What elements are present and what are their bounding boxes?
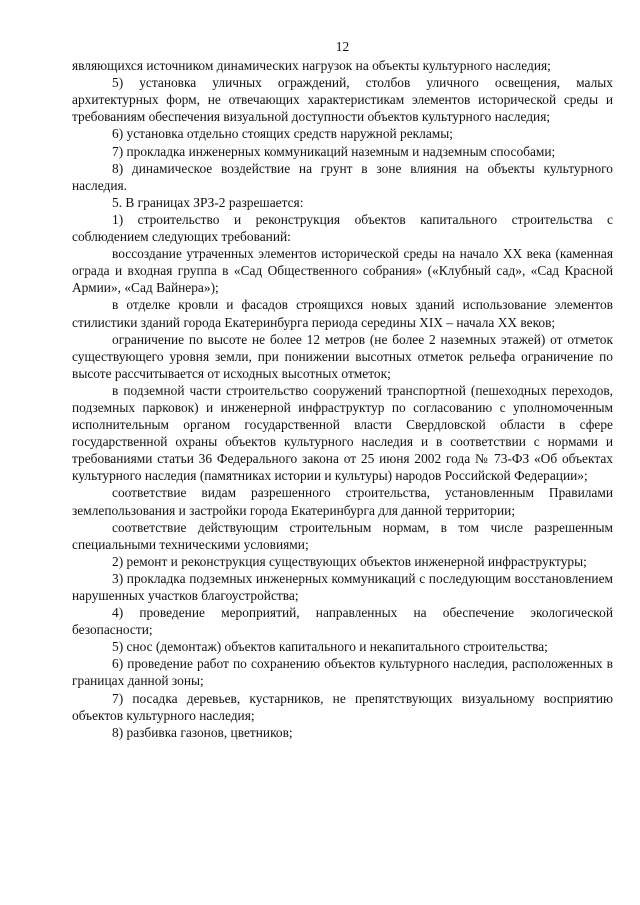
document-page (72, 38, 613, 741)
paragraph: 6) проведение работ по сохранению объектов культурного наследия, расположенных в границах данной зоны; (72, 656, 613, 689)
paragraph: 5) снос (демонтаж) объектов капитального и некапитального строительства; (112, 639, 548, 655)
paragraph: 1) строительство и реконструкция объектов капитального строительства с соблюдением следующих требований: (72, 211, 613, 245)
paragraph: воссоздание утраченных элементов исторической среды на начало XX века (каменная ограда и входная группа в «Сад Общественного собрания» («Клубный сад», «Сад Красной Армии», «Сад Вайнера»); (72, 246, 613, 296)
paragraph: соответствие видам разрешенного строительства, установленным Правилами землепользования и застройки города Екатеринбурга для данной территории; (72, 485, 613, 518)
paragraph: 8) динамическое воздействие на грунт в зоне влияния на объекты культурного наследия. (72, 160, 613, 193)
paragraph: в отделке кровли и фасадов строящихся новых зданий использование элементов стилистики зданий города Екатеринбурга периода середины XIX – начала XX веков; (72, 297, 613, 330)
paragraph: являющихся источником динамических нагрузок на объекты культурного наследия; (72, 58, 551, 74)
page-number: 12 (335, 39, 350, 54)
paragraph: 5. В границах ЗРЗ-2 разрешается: (112, 194, 304, 210)
paragraph: ограничение по высоте не более 12 метров (не более 2 наземных этажей) от отметок существующего уровня земли, при понижении высотных отметок рельефа ограничение по высоте рассчитывается от исходных высотных отметок; (72, 331, 613, 381)
paragraph: 3) прокладка подземных инженерных коммуникаций с последующим восстановлением нарушенных участков благоустройства; (72, 570, 613, 603)
paragraph: соответствие действующим строительным нормам, в том числе разрешенным специальными техническими условиями; (72, 519, 613, 552)
paragraph: 5) установка уличных ограждений, столбов уличного освещения, малых архитектурных форм, не отвечающих характеристикам элементов исторической среды и требованиям обеспечения визуальной доступности объектов культурного наследия; (72, 75, 613, 125)
paragraph: 7) прокладка инженерных коммуникаций наземным и надземным способами; (112, 143, 556, 159)
paragraph: 6) установка отдельно стоящих средств наружной рекламы; (112, 126, 453, 142)
paragraph: в подземной части строительство сооружений транспортной (пешеходных переходов, подземных парковок) и инженерной инфраструктур по согласованию с уполномоченным исполнительным органом государственной власти Свердловской области в сфере государственной охраны объектов культурного наследия и в соответствии с нормами и требованиями статьи 36 Федерального закона от 25 июня 2002 года № 73-ФЗ «Об объектах культурного наследия (памятниках истории и культуры) народов Российской Федерации»; (72, 382, 613, 484)
paragraph: 8) разбивка газонов, цветников; (112, 724, 293, 740)
paragraph: 4) проведение мероприятий, направленных на обеспечение экологической безопасности; (72, 605, 613, 638)
paragraph: 2) ремонт и реконструкция существующих объектов инженерной инфраструктуры; (112, 553, 587, 569)
document-body (72, 57, 613, 741)
paragraph: 7) посадка деревьев, кустарников, не препятствующих визуальному восприятию объектов культурного наследия; (72, 690, 613, 723)
